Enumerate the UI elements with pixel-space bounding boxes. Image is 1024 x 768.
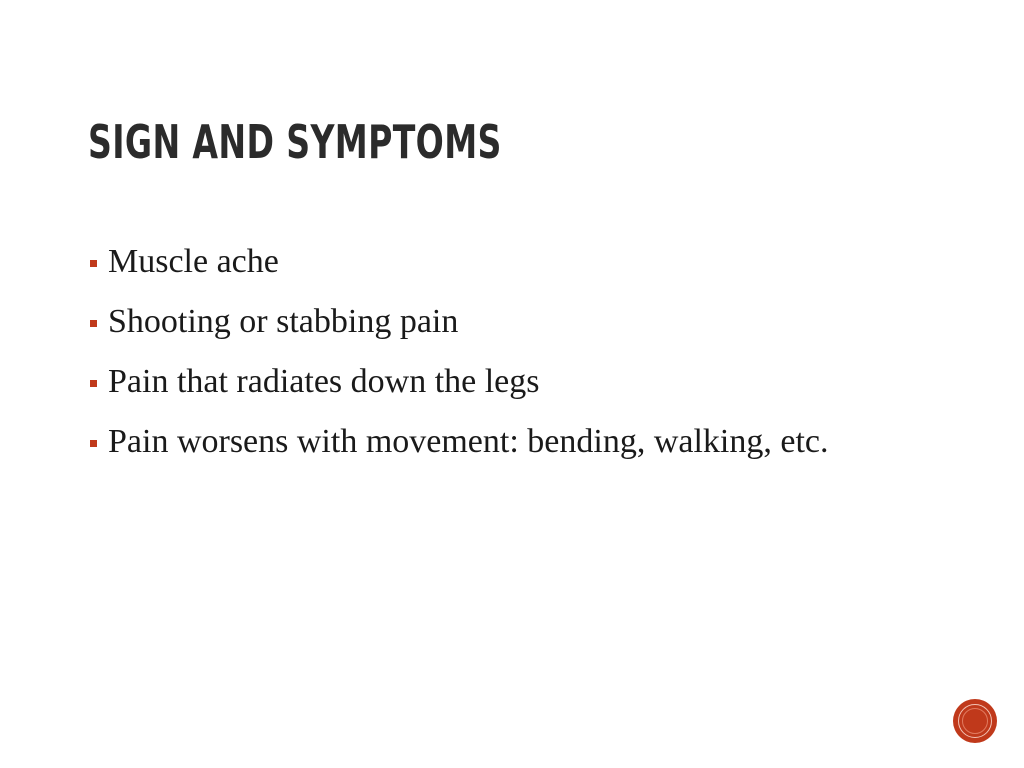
badge-inner-ring <box>962 708 988 734</box>
bullet-text: Muscle ache <box>108 243 279 280</box>
square-bullet-icon <box>90 440 97 447</box>
square-bullet-icon <box>90 380 97 387</box>
slide-title: SIGN AND SYMPTOMS <box>88 115 502 169</box>
bullet-item <box>86 420 916 464</box>
bullet-text: Pain that radiates down the legs <box>108 363 540 400</box>
square-bullet-icon <box>90 260 97 267</box>
bullet-item <box>86 360 916 404</box>
square-bullet-icon <box>90 320 97 327</box>
bullet-text: Shooting or stabbing pain <box>108 303 459 340</box>
bullet-item <box>86 240 916 284</box>
bullet-text: Pain worsens with movement: bending, walking, etc. <box>108 423 829 460</box>
bullet-item <box>86 300 916 344</box>
bullet-list <box>86 240 916 480</box>
circle-badge-icon <box>953 699 997 743</box>
